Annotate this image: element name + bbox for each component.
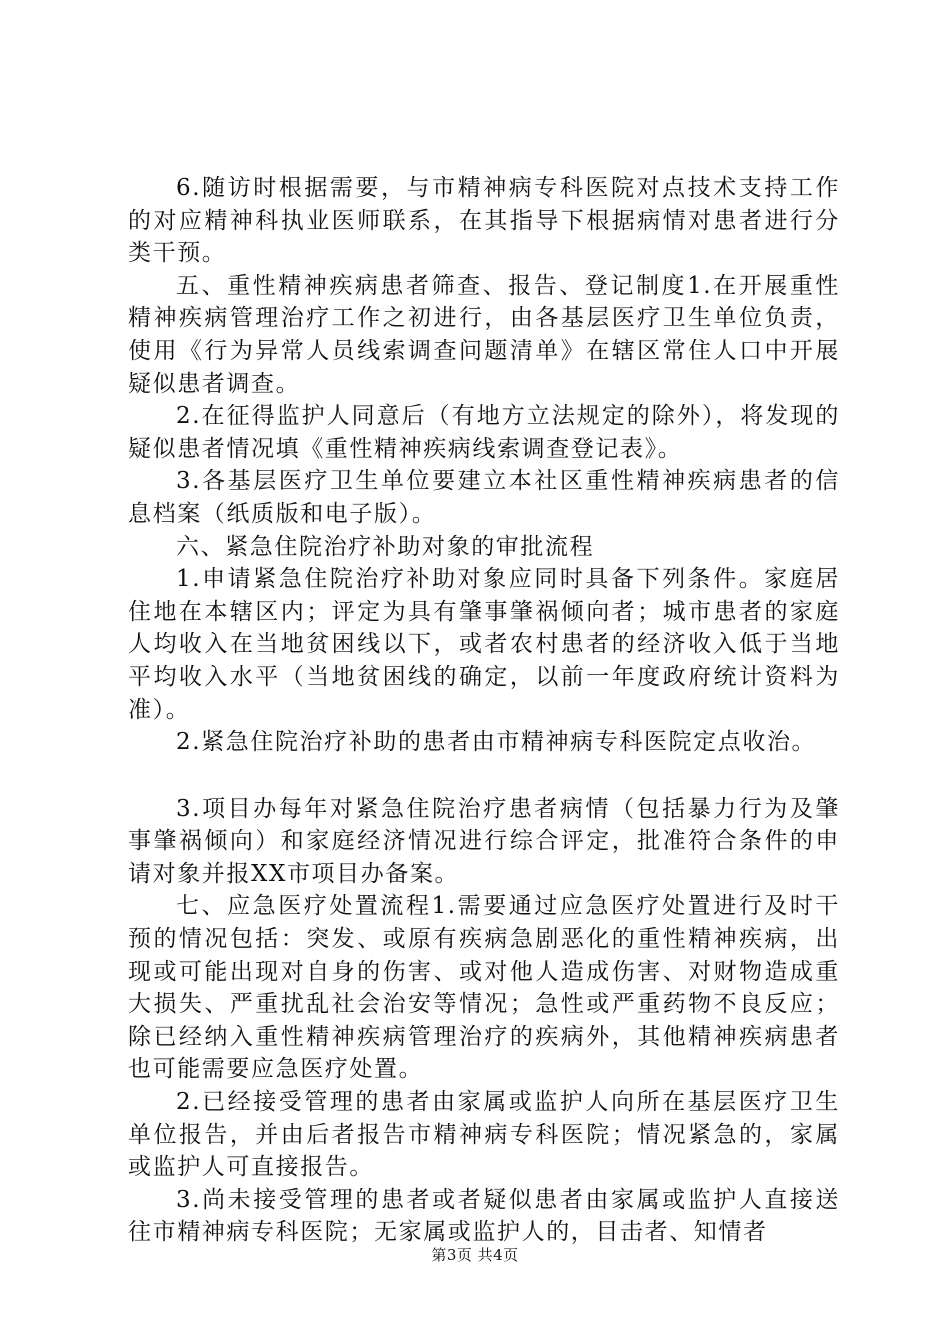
paragraph-section-7-item-2: 2.已经接受管理的患者由家属或监护人向所在基层医疗卫生单位报告，并由后者报告市精神病专科医院；情况紧急的，家属或监护人可直接报告。 <box>128 1089 840 1181</box>
paragraph-section-6-item-3: 3.项目办每年对紧急住院治疗患者病情（包括暴力行为及肇事肇祸倾向）和家庭经济情况进行综合评定，批准符合条件的申请对象并报XX市项目办备案。 <box>128 795 840 887</box>
paragraph-follow-up-6: 6.随访时根据需要，与市精神病专科医院对点技术支持工作的对应精神科执业医师联系，在其指导下根据病情对患者进行分类干预。 <box>128 175 840 267</box>
page-number-footer: 第3页 共4页 <box>431 1246 519 1264</box>
paragraph-section-6-item-2: 2.紧急住院治疗补助的患者由市精神病专科医院定点收治。 <box>176 729 817 756</box>
document-body <box>128 172 840 1249</box>
paragraph-section-5: 五、重性精神疾病患者筛查、报告、登记制度1.在开展重性精神疾病管理治疗工作之初进行，由各基层医疗卫生单位负责，使用《行为异常人员线索调查问题清单》在辖区常住人口中开展疑似患者调查。 <box>128 272 840 397</box>
paragraph-section-5-item-2: 2.在征得监护人同意后（有地方立法规定的除外），将发现的疑似患者情况填《重性精神疾病线索调查登记表》。 <box>128 403 840 462</box>
paragraph-section-7-item-3: 3.尚未接受管理的患者或者疑似患者由家属或监护人直接送往市精神病专科医院；无家属或监护人的，目击者、知情者 <box>128 1186 840 1246</box>
paragraph-section-7: 七、应急医疗处置流程1.需要通过应急医疗处置进行及时干预的情况包括：突发、或原有疾病急剧恶化的重性精神疾病，出现或可能出现对自身的伤害、或对他人造成伤害、对财物造成重大损失、严重扰乱社会治安等情况；急性或严重药物不良反应；除已经纳入重性精神疾病管理治疗的疾病外，其他精神疾病患者也可能需要应急医疗处置。 <box>128 893 840 1083</box>
paragraph-section-6-item-1: 1.申请紧急住院治疗补助对象应同时具备下列条件。家庭居住地在本辖区内；评定为具有肇事肇祸倾向者；城市患者的家庭人均收入在当地贫困线以下，或者农村患者的经济收入低于当地平均收入水平（当地贫困线的确定，以前一年度政府统计资料为准）。 <box>128 566 840 723</box>
section-6-heading: 六、紧急住院治疗补助对象的审批流程 <box>176 533 595 560</box>
paragraph-gap <box>128 759 840 793</box>
paragraph-section-5-item-3: 3.各基层医疗卫生单位要建立本社区重性精神疾病患者的信息档案（纸质版和电子版）。 <box>128 468 840 527</box>
